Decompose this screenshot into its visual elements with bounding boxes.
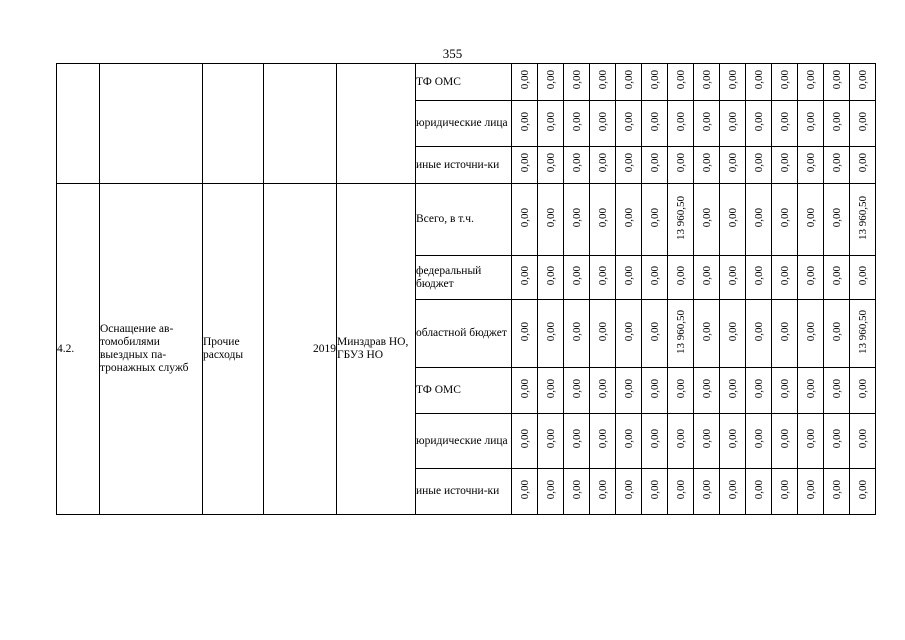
amount-cell [824,256,850,300]
amount-cell [798,184,824,256]
amount-cell [512,184,538,256]
amount-value: 0,00 [596,111,609,132]
amount-value: 0,00 [778,479,791,500]
amount-value: 0,00 [830,265,843,286]
amount-cell [564,101,590,147]
amount-value: 0,00 [544,378,557,399]
amount-value: 13 960,50 [674,195,687,240]
amount-value: 0,00 [778,378,791,399]
amount-value: 13 960,50 [856,195,869,240]
amount-cell [564,368,590,414]
amount-cell [642,300,668,368]
amount-value: 0,00 [518,429,531,449]
amount-value: 0,00 [830,378,843,399]
item-number: 4.2. [57,184,100,515]
amount-cell [772,101,798,147]
amount-cell [616,101,642,147]
amount-cell [720,414,746,469]
amount-cell [668,368,694,414]
amount-value: 0,00 [570,111,583,132]
amount-value: 0,00 [752,153,765,173]
amount-value: 0,00 [622,111,635,132]
amount-cell [694,64,720,101]
amount-cell [720,469,746,515]
amount-value: 0,00 [700,479,713,500]
amount-value: 0,00 [856,111,869,132]
table-row [57,184,876,256]
amount-cell [590,101,616,147]
amount-value: 0,00 [648,153,661,173]
amount-cell [668,64,694,101]
amount-cell [746,469,772,515]
amount-cell [616,64,642,101]
amount-cell [850,101,876,147]
amount-cell [850,64,876,101]
funding-source: ТФ ОМС [416,64,512,101]
amount-value: 0,00 [674,70,687,90]
amount-cell [564,256,590,300]
budget-table [56,63,876,515]
amount-cell [642,414,668,469]
amount-value: 0,00 [804,378,817,399]
amount-value: 0,00 [518,111,531,132]
amount-cell [798,300,824,368]
amount-value: 0,00 [648,479,661,500]
amount-cell [564,300,590,368]
amount-value: 0,00 [726,378,739,399]
amount-value: 0,00 [778,207,791,228]
amount-value: 0,00 [596,479,609,500]
amount-cell [772,469,798,515]
expense-type: Прочие расходы [203,184,264,515]
amount-cell [746,368,772,414]
amount-cell [616,256,642,300]
amount-cell [642,101,668,147]
amount-value: 0,00 [778,153,791,173]
amount-value: 0,00 [804,265,817,286]
amount-value: 0,00 [700,321,713,342]
amount-value: 0,00 [622,378,635,399]
amount-value: 0,00 [570,321,583,342]
amount-cell [538,184,564,256]
amount-value: 0,00 [804,429,817,449]
amount-value: 0,00 [648,111,661,132]
item-name: Оснащение ав-томобилями выездных па-тронажных служб [100,184,203,515]
amount-cell [824,101,850,147]
amount-value: 0,00 [518,70,531,90]
amount-value: 0,00 [856,265,869,286]
amount-value: 0,00 [648,265,661,286]
amount-cell [694,414,720,469]
amount-cell [564,414,590,469]
amount-value: 0,00 [596,429,609,449]
amount-cell [720,64,746,101]
amount-cell [538,101,564,147]
amount-value: 0,00 [518,265,531,286]
amount-cell [668,147,694,184]
amount-value: 0,00 [596,153,609,173]
amount-cell [538,469,564,515]
funding-source: областной бюджет [416,300,512,368]
amount-cell [772,300,798,368]
amount-value: 0,00 [596,265,609,286]
amount-value: 0,00 [518,378,531,399]
amount-value: 0,00 [544,153,557,173]
amount-cell [798,256,824,300]
amount-value: 0,00 [804,70,817,90]
amount-value: 0,00 [830,70,843,90]
amount-cell [720,147,746,184]
amount-value: 13 960,50 [674,309,687,354]
amount-value: 0,00 [622,153,635,173]
amount-value: 0,00 [804,111,817,132]
item-number [57,64,100,184]
amount-value: 0,00 [830,207,843,228]
item-name [100,64,203,184]
amount-cell [642,64,668,101]
amount-cell [668,414,694,469]
amount-cell [694,147,720,184]
amount-value: 0,00 [596,378,609,399]
amount-value: 0,00 [674,111,687,132]
amount-value: 0,00 [726,207,739,228]
amount-cell [850,300,876,368]
amount-value: 13 960,50 [856,309,869,354]
amount-value: 0,00 [544,207,557,228]
amount-cell [720,300,746,368]
item-year [264,64,337,184]
amount-value: 0,00 [544,265,557,286]
funding-source: иные источни-ки [416,147,512,184]
amount-value: 0,00 [752,321,765,342]
amount-cell [772,256,798,300]
amount-value: 0,00 [856,378,869,399]
amount-cell [590,300,616,368]
amount-value: 0,00 [804,479,817,500]
amount-cell [694,256,720,300]
amount-cell [824,368,850,414]
amount-cell [564,184,590,256]
amount-cell [772,147,798,184]
amount-value: 0,00 [700,70,713,90]
amount-value: 0,00 [518,479,531,500]
amount-value: 0,00 [622,429,635,449]
amount-value: 0,00 [726,429,739,449]
executor [337,64,416,184]
amount-cell [746,184,772,256]
funding-source: Всего, в т.ч. [416,184,512,256]
amount-value: 0,00 [752,265,765,286]
amount-value: 0,00 [700,378,713,399]
amount-cell [694,368,720,414]
amount-cell [850,469,876,515]
amount-value: 0,00 [596,321,609,342]
amount-value: 0,00 [648,70,661,90]
amount-cell [512,300,538,368]
amount-value: 0,00 [544,429,557,449]
amount-cell [590,256,616,300]
amount-cell [616,414,642,469]
amount-cell [590,414,616,469]
amount-cell [824,147,850,184]
amount-value: 0,00 [648,207,661,228]
amount-value: 0,00 [622,265,635,286]
amount-value: 0,00 [804,321,817,342]
amount-value: 0,00 [596,207,609,228]
amount-cell [798,469,824,515]
amount-cell [850,147,876,184]
amount-cell [590,147,616,184]
amount-cell [850,256,876,300]
amount-value: 0,00 [544,479,557,500]
funding-source: юридические лица [416,414,512,469]
amount-value: 0,00 [622,321,635,342]
amount-value: 0,00 [856,479,869,500]
amount-value: 0,00 [570,265,583,286]
amount-value: 0,00 [544,321,557,342]
amount-cell [512,414,538,469]
amount-cell [746,256,772,300]
amount-cell [772,414,798,469]
executor: Минздрав НО, ГБУЗ НО [337,184,416,515]
amount-cell [798,147,824,184]
item-year: 2019 [264,184,337,515]
amount-cell [746,64,772,101]
amount-cell [512,368,538,414]
amount-value: 0,00 [674,479,687,500]
amount-value: 0,00 [752,207,765,228]
amount-cell [720,184,746,256]
amount-value: 0,00 [830,429,843,449]
amount-cell [850,368,876,414]
amount-value: 0,00 [596,70,609,90]
amount-cell [798,101,824,147]
amount-value: 0,00 [674,153,687,173]
amount-cell [746,101,772,147]
amount-cell [564,469,590,515]
funding-source: федеральный бюджет [416,256,512,300]
amount-cell [798,64,824,101]
funding-source: иные источни-ки [416,469,512,515]
amount-value: 0,00 [830,321,843,342]
amount-cell [772,184,798,256]
amount-cell [538,300,564,368]
amount-value: 0,00 [700,265,713,286]
amount-cell [772,64,798,101]
amount-cell [538,64,564,101]
amount-value: 0,00 [622,70,635,90]
amount-value: 0,00 [570,429,583,449]
amount-value: 0,00 [544,70,557,90]
amount-value: 0,00 [726,321,739,342]
amount-value: 0,00 [570,207,583,228]
amount-value: 0,00 [726,265,739,286]
amount-value: 0,00 [700,111,713,132]
amount-value: 0,00 [856,153,869,173]
amount-cell [642,184,668,256]
amount-cell [798,414,824,469]
expense-type [203,64,264,184]
amount-value: 0,00 [570,479,583,500]
amount-cell [616,300,642,368]
amount-cell [746,300,772,368]
amount-value: 0,00 [726,479,739,500]
funding-source: ТФ ОМС [416,368,512,414]
amount-value: 0,00 [700,153,713,173]
amount-value: 0,00 [518,153,531,173]
amount-value: 0,00 [752,429,765,449]
amount-value: 0,00 [700,207,713,228]
amount-cell [668,469,694,515]
amount-cell [694,101,720,147]
amount-cell [512,147,538,184]
amount-cell [694,300,720,368]
amount-cell [746,147,772,184]
amount-value: 0,00 [674,378,687,399]
amount-value: 0,00 [674,429,687,449]
amount-value: 0,00 [778,70,791,90]
amount-cell [720,368,746,414]
amount-value: 0,00 [752,479,765,500]
amount-value: 0,00 [804,207,817,228]
amount-cell [512,101,538,147]
amount-cell [564,64,590,101]
amount-cell [616,147,642,184]
page-number: 355 [442,46,463,61]
amount-cell [850,414,876,469]
amount-cell [720,256,746,300]
amount-cell [590,469,616,515]
amount-cell [590,184,616,256]
amount-value: 0,00 [648,429,661,449]
amount-value: 0,00 [778,321,791,342]
amount-value: 0,00 [830,479,843,500]
amount-value: 0,00 [752,111,765,132]
amount-value: 0,00 [804,153,817,173]
amount-value: 0,00 [778,111,791,132]
amount-cell [824,469,850,515]
amount-value: 0,00 [752,70,765,90]
amount-value: 0,00 [830,111,843,132]
amount-value: 0,00 [544,111,557,132]
amount-value: 0,00 [518,321,531,342]
amount-cell [512,469,538,515]
amount-cell [512,256,538,300]
amount-value: 0,00 [518,207,531,228]
amount-value: 0,00 [674,265,687,286]
amount-value: 0,00 [752,378,765,399]
amount-cell [850,184,876,256]
amount-value: 0,00 [856,429,869,449]
amount-cell [798,368,824,414]
amount-cell [564,147,590,184]
amount-value: 0,00 [726,111,739,132]
amount-value: 0,00 [778,265,791,286]
amount-value: 0,00 [570,378,583,399]
amount-cell [668,101,694,147]
amount-cell [824,300,850,368]
amount-cell [824,184,850,256]
amount-value: 0,00 [622,479,635,500]
amount-cell [720,101,746,147]
amount-cell [590,64,616,101]
amount-value: 0,00 [622,207,635,228]
amount-cell [694,184,720,256]
amount-value: 0,00 [830,153,843,173]
amount-value: 0,00 [700,429,713,449]
amount-cell [616,184,642,256]
amount-cell [824,414,850,469]
amount-cell [668,184,694,256]
amount-cell [642,368,668,414]
amount-cell [538,368,564,414]
table-row [57,64,876,101]
amount-cell [616,469,642,515]
amount-cell [668,300,694,368]
amount-value: 0,00 [856,70,869,90]
amount-value: 0,00 [778,429,791,449]
amount-cell [772,368,798,414]
amount-cell [538,147,564,184]
amount-cell [512,64,538,101]
amount-cell [694,469,720,515]
amount-value: 0,00 [648,378,661,399]
amount-value: 0,00 [726,153,739,173]
amount-cell [668,256,694,300]
amount-value: 0,00 [726,70,739,90]
funding-source: юридические лица [416,101,512,147]
amount-cell [824,64,850,101]
amount-cell [642,469,668,515]
amount-cell [642,147,668,184]
amount-value: 0,00 [570,70,583,90]
amount-cell [746,414,772,469]
amount-value: 0,00 [648,321,661,342]
amount-cell [642,256,668,300]
amount-cell [538,256,564,300]
amount-cell [616,368,642,414]
amount-value: 0,00 [570,153,583,173]
amount-cell [590,368,616,414]
amount-cell [538,414,564,469]
